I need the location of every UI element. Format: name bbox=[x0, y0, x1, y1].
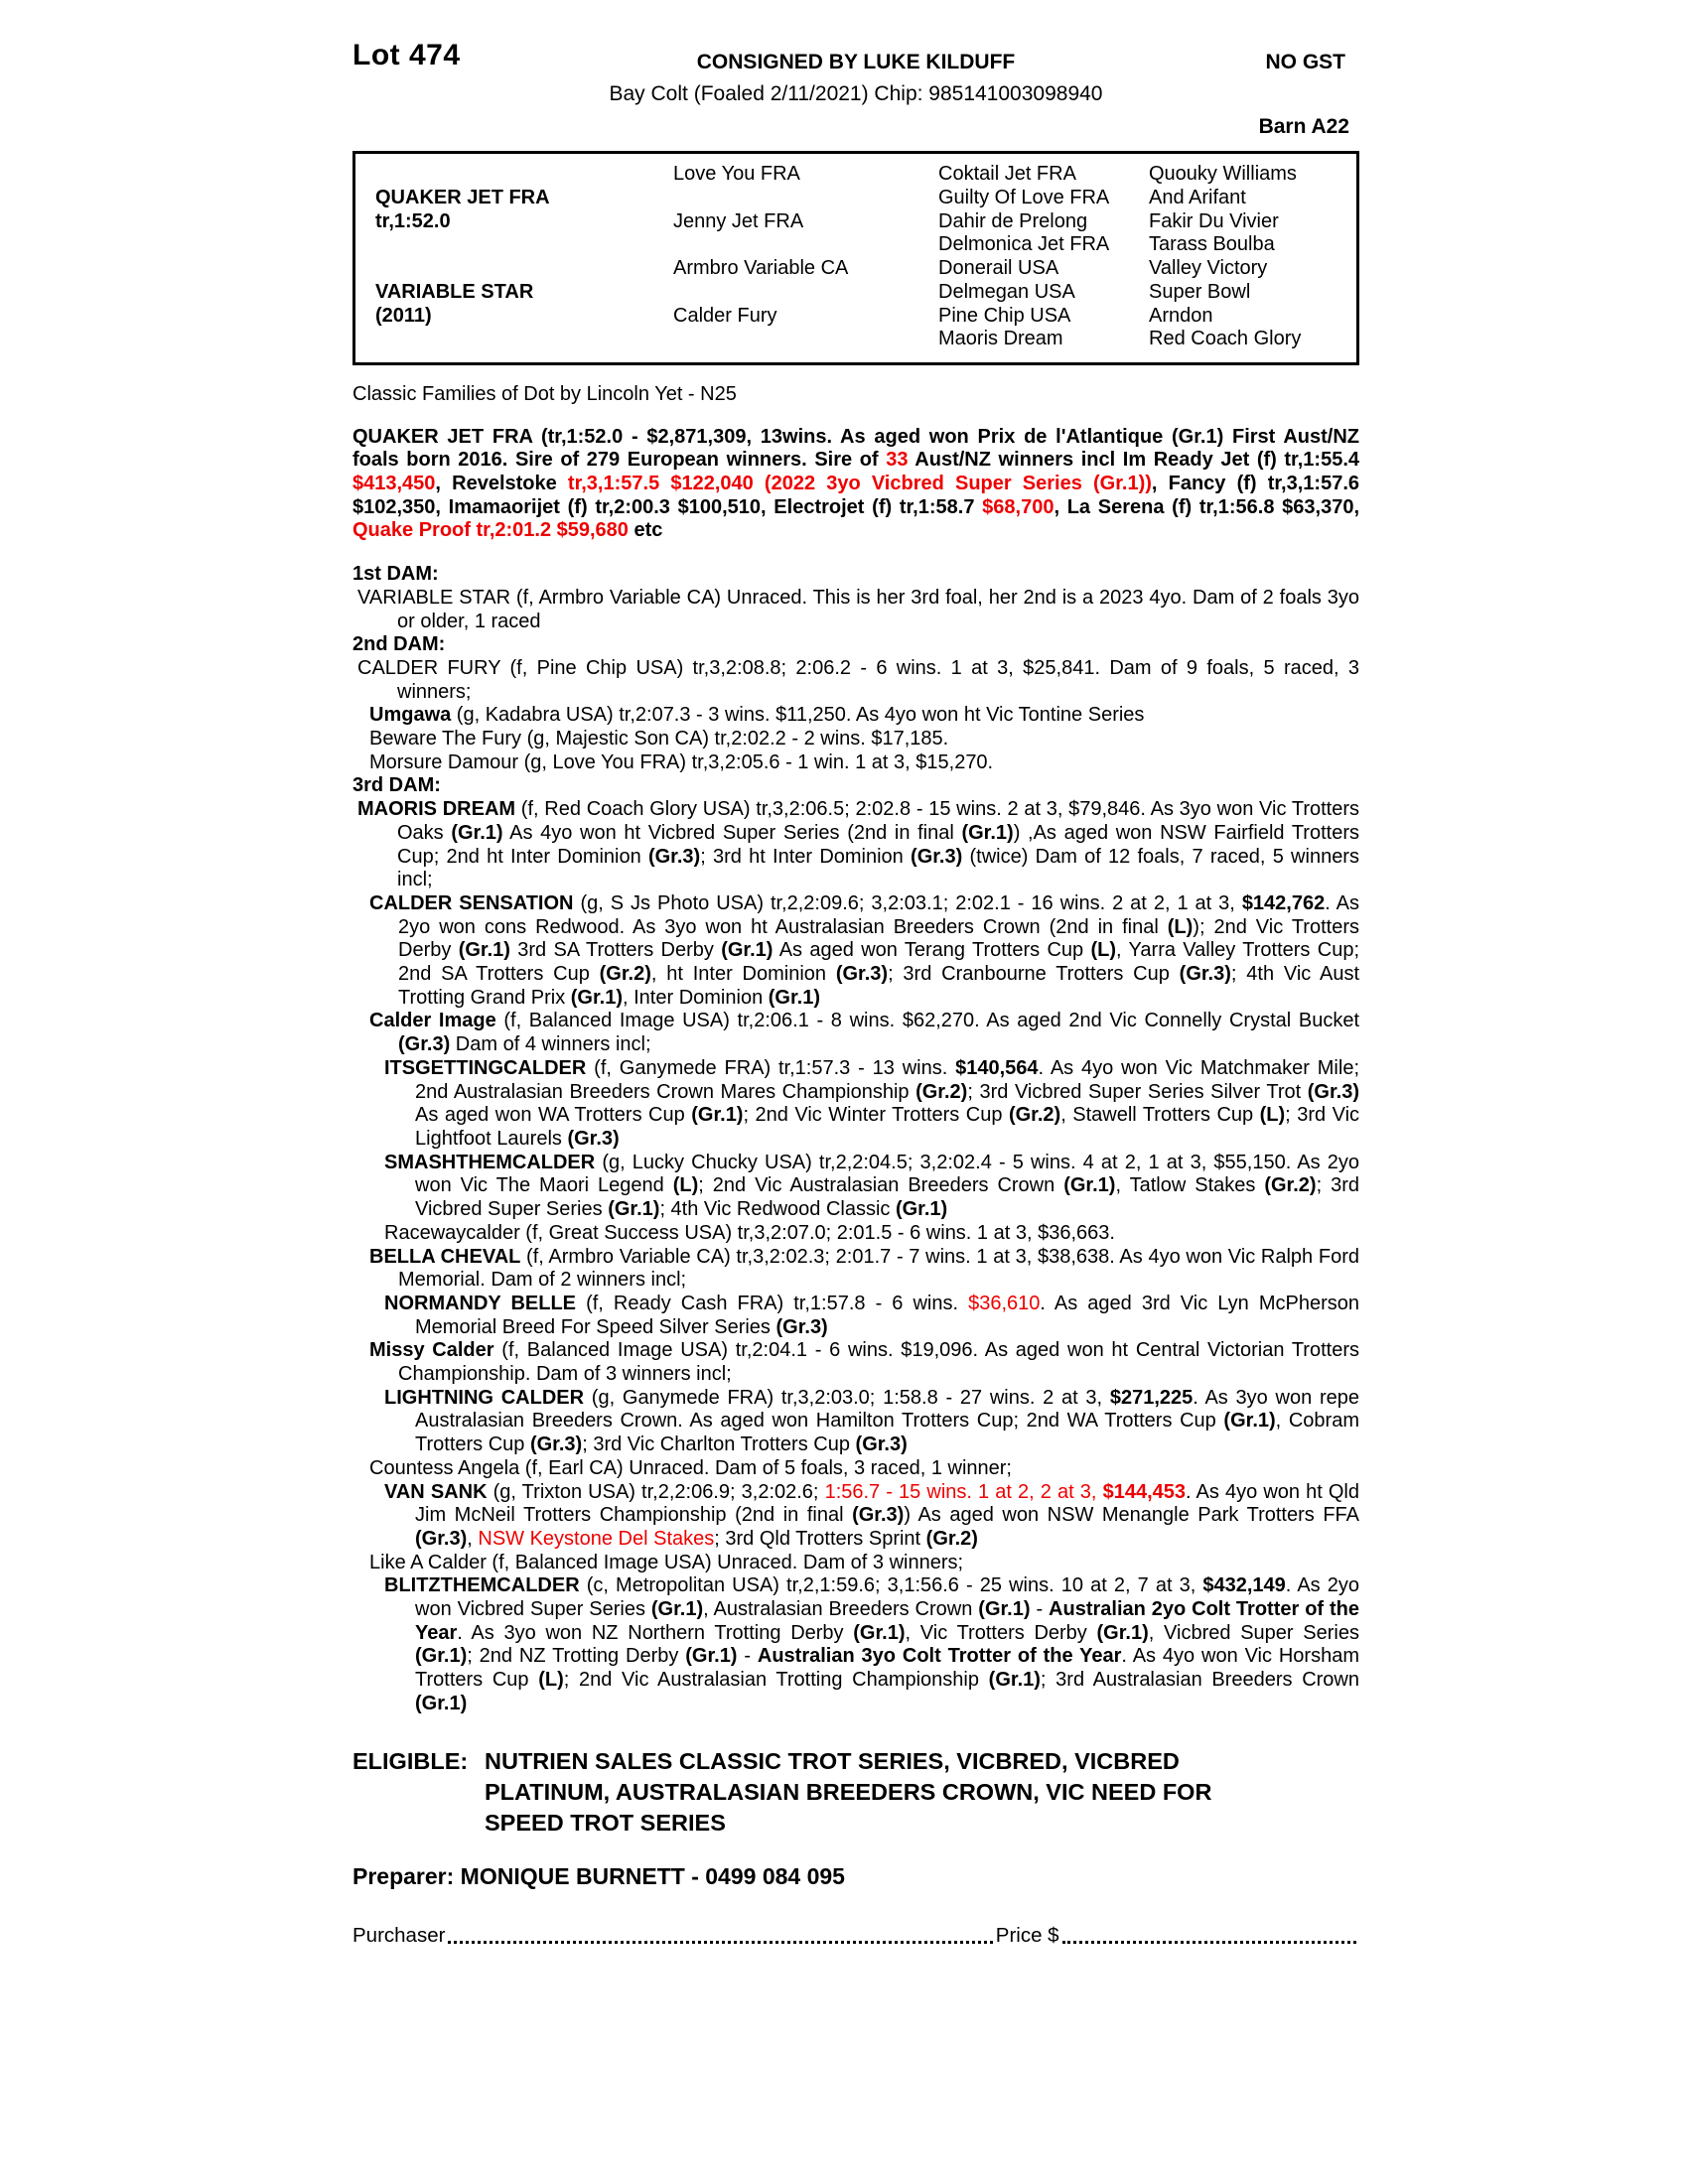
pedigree-cell-r4c3: Valley Victory bbox=[1149, 257, 1268, 280]
pedigree-cell-r1c3: And Arifant bbox=[1149, 187, 1246, 209]
entry-racewaycalder: Racewaycalder (f, Great Success USA) tr,3,2:07.0; 2:01.5 - 6 wins. 1 at 3, $36,663. bbox=[384, 1221, 1115, 1244]
pedigree-cell-r2c1: Jenny Jet FRA bbox=[673, 209, 804, 232]
gst-status: NO GST bbox=[1265, 51, 1345, 73]
horse-description: Bay Colt (Foaled 2/11/2021) Chip: 985141003098940 bbox=[609, 82, 1103, 105]
pedigree-cell-r2c0: tr,1:52.0 bbox=[375, 209, 451, 232]
lot-number: Lot 474 bbox=[352, 39, 461, 71]
entry-umgawa: Umgawa (g, Kadabra USA) tr,2:07.3 - 3 wins. $11,250. As 4yo won ht Vic Tontine Series bbox=[369, 704, 1145, 727]
eligible-line-1: NUTRIEN SALES CLASSIC TROT SERIES, VICBRED, VICBRED bbox=[485, 1747, 1180, 1774]
entry-van-sank: VAN SANK (g, Trixton USA) tr,2,2:06.9; 3,2:02.6; 1:56.7 - 15 wins. 1 at 2, 2 at 3, $144,453. As 4yo won ht Qld Jim McNeil Trotters Championship (2nd in final (Gr.3)) As aged won NSW Menangle Park Trotters FFA (Gr.3), NSW Keystone Del Stakes; 3rd Qld Trotters Sprint (Gr.2) bbox=[384, 1480, 1360, 1550]
pedigree-cell-r0c3: Quouky Williams bbox=[1149, 163, 1297, 186]
pedigree-cell-r3c1 bbox=[673, 233, 938, 257]
pedigree-cell-r7c3: Red Coach Glory bbox=[1149, 328, 1302, 350]
dam2-heading: 2nd DAM: bbox=[352, 633, 446, 656]
purchaser-blank bbox=[448, 1941, 992, 1944]
pedigree-cell-r0c0 bbox=[375, 163, 673, 187]
pedigree-cell-r0c2: Coktail Jet FRA bbox=[938, 163, 1076, 186]
pedigree-cell-r2c2: Dahir de Prelong bbox=[938, 209, 1088, 232]
pedigree-cell-r0c1: Love You FRA bbox=[673, 163, 800, 186]
purchaser-line bbox=[352, 1924, 1359, 1948]
pedigree-cell-r6c3: Arndon bbox=[1149, 304, 1213, 327]
entry-smashthemcalder: SMASHTHEMCALDER (g, Lucky Chucky USA) tr,2,2:04.5; 3,2:02.4 - 5 wins. 4 at 2, 1 at 3, $55,150. As 2yo won Vic The Maori Legend (L); 2nd Vic Australasian Breeders Crown (Gr.1), Tatlow Stakes (Gr.2); 3rd Vicbred Super Series (Gr.1); 4th Vic Redwood Classic (Gr.1) bbox=[384, 1151, 1359, 1221]
pedigree-cell-r5c0: VARIABLE STAR bbox=[375, 280, 534, 303]
entry-morsure-damour: Morsure Damour (g, Love You FRA) tr,3,2:05.6 - 1 win. 1 at 3, $15,270. bbox=[369, 751, 994, 773]
entry-countess-angela: Countess Angela (f, Earl CA) Unraced. Dam of 5 foals, 3 raced, 1 winner; bbox=[369, 1456, 1012, 1479]
pedigree-cell-r3c3: Tarass Boulba bbox=[1149, 233, 1275, 256]
consignor-title: CONSIGNED BY LUKE KILDUFF bbox=[696, 51, 1016, 73]
eligible-line-3: SPEED TROT SERIES bbox=[485, 1809, 726, 1836]
pedigree-cell-r1c0: QUAKER JET FRA bbox=[375, 187, 550, 209]
entry-itsgettingcalder: ITSGETTINGCALDER (f, Ganymede FRA) tr,1:57.3 - 13 wins. $140,564. As 4yo won Vic Matchmaker Mile; 2nd Australasian Breeders Crown Mares Championship (Gr.2); 3rd Vicbred Super Series Silver Trot (Gr.3) As aged won WA Trotters Cup (Gr.1); 2nd Vic Winter Trotters Cup (Gr.2), Stawell Trotters Cup (L); 3rd Vic Lightfoot Laurels (Gr.3) bbox=[384, 1056, 1360, 1150]
entry-missy-calder: Missy Calder (f, Balanced Image USA) tr,2:04.1 - 6 wins. $19,096. As aged won ht Central Victorian Trotters Championship. Dam of 3 winners incl; bbox=[369, 1339, 1359, 1386]
eligible-label: ELIGIBLE: bbox=[352, 1747, 469, 1774]
pedigree-cell-r1c1 bbox=[673, 187, 938, 210]
barn-number: Barn A22 bbox=[1258, 114, 1349, 138]
eligible-line-2: PLATINUM, AUSTRALASIAN BREEDERS CROWN, VIC NEED FOR bbox=[485, 1778, 1212, 1805]
dam3-heading: 3rd DAM: bbox=[352, 774, 441, 797]
pedigree-cell-r7c0 bbox=[375, 328, 673, 351]
pedigree-text-body bbox=[352, 426, 1359, 1716]
sire-summary-paragraph: QUAKER JET FRA (tr,1:52.0 - $2,871,309, 13wins. As aged won Prix de l'Atlantique (Gr.1) First Aust/NZ foals born 2016. Sire of 279 European winners. Sire of 33 Aust/NZ winners incl Im Ready Jet (f) tr,1:55.4 $413,450, Revelstoke tr,3,1:57.5 $122,040 (2022 3yo Vicbred Super Series (Gr.1)), Fancy (f) tr,3,1:57.6 $102,350, Imamaorijet (f) tr,2:00.3 $100,510, Electrojet (f) tr,1:58.7 $68,700, La Serena (f) tr,1:56.8 $63,370, Quake Proof tr,2:01.2 $59,680 etc bbox=[352, 425, 1360, 542]
pedigree-cell-r3c0 bbox=[375, 233, 673, 257]
price-blank bbox=[1062, 1941, 1356, 1944]
pedigree-cell-r4c2: Donerail USA bbox=[938, 257, 1059, 280]
entry-bella-cheval: BELLA CHEVAL (f, Armbro Variable CA) tr,3,2:02.3; 2:01.7 - 7 wins. 1 at 3, $38,638. As 4yo won Vic Ralph Ford Memorial. Dam of 2 winners incl; bbox=[369, 1245, 1359, 1292]
family-note: Classic Families of Dot by Lincoln Yet - N25 bbox=[352, 382, 737, 405]
pedigree-cell-r5c2: Delmegan USA bbox=[938, 280, 1075, 303]
eligibility-section bbox=[352, 1746, 1359, 1839]
eligible-lines bbox=[485, 1746, 1211, 1839]
pedigree-cell-r6c2: Pine Chip USA bbox=[938, 304, 1071, 327]
pedigree-cell-r7c2: Maoris Dream bbox=[938, 328, 1063, 350]
price-label: Price $ bbox=[995, 1924, 1059, 1948]
pedigree-cell-r5c3: Super Bowl bbox=[1149, 280, 1251, 303]
pedigree-cell-r6c1: Calder Fury bbox=[673, 304, 777, 327]
pedigree-cell-r4c0 bbox=[375, 257, 673, 281]
purchaser-label: Purchaser bbox=[352, 1924, 446, 1948]
pedigree-cell-r3c2: Delmonica Jet FRA bbox=[938, 233, 1110, 256]
pedigree-table bbox=[352, 151, 1359, 365]
pedigree-cell-r2c3: Fakir Du Vivier bbox=[1149, 209, 1279, 232]
catalog-page bbox=[352, 39, 1360, 1948]
pedigree-cell-r6c0: (2011) bbox=[375, 304, 432, 327]
entry-normandy-belle: NORMANDY BELLE (f, Ready Cash FRA) tr,1:57.8 - 6 wins. $36,610. As aged 3rd Vic Lyn McPherson Memorial Breed For Speed Silver Series (Gr.3) bbox=[384, 1292, 1359, 1338]
entry-calder-image: Calder Image (f, Balanced Image USA) tr,2:06.1 - 8 wins. $62,270. As aged 2nd Vic Connelly Crystal Bucket (Gr.3) Dam of 4 winners incl; bbox=[369, 1010, 1360, 1056]
entry-calder-fury: CALDER FURY (f, Pine Chip USA) tr,3,2:08.8; 2:06.2 - 6 wins. 1 at 3, $25,841. Dam of 9 foals, 5 raced, 3 winners; bbox=[357, 656, 1359, 703]
page-header bbox=[352, 39, 1359, 79]
entry-lightning-calder: LIGHTNING CALDER (g, Ganymede FRA) tr,3,2:03.0; 1:58.8 - 27 wins. 2 at 3, $271,225. As 3yo won repe Australasian Breeders Crown. As aged won Hamilton Trotters Cup; 2nd WA Trotters Cup (Gr.1), Cobram Trotters Cup (Gr.3); 3rd Vic Charlton Trotters Cup (Gr.3) bbox=[384, 1386, 1359, 1456]
entry-like-a-calder: Like A Calder (f, Balanced Image USA) Unraced. Dam of 3 winners; bbox=[369, 1551, 964, 1573]
pedigree-cell-r5c1 bbox=[673, 281, 938, 305]
dam1-heading: 1st DAM: bbox=[352, 563, 439, 586]
pedigree-cell-r1c2: Guilty Of Love FRA bbox=[938, 187, 1110, 209]
preparer-line: Preparer: MONIQUE BURNETT - 0499 084 095 bbox=[352, 1862, 845, 1889]
entry-variable-star: VARIABLE STAR (f, Armbro Variable CA) Unraced. This is her 3rd foal, her 2nd is a 2023 4yo. Dam of 2 foals 3yo or older, 1 raced bbox=[357, 586, 1359, 632]
entry-blitzthemcalder: BLITZTHEMCALDER (c, Metropolitan USA) tr,2,1:59.6; 3,1:56.6 - 25 wins. 10 at 2, 7 at 3, $432,149. As 2yo won Vicbred Super Series (Gr.1), Australasian Breeders Crown (Gr.1) - Australian 2yo Colt Trotter of the Year. As 3yo won NZ Northern Trotting Derby (Gr.1), Vic Trotters Derby (Gr.1), Vicbred Super Series (Gr.1); 2nd NZ Trotting Derby (Gr.1) - Australian 3yo Colt Trotter of the Year. As 4yo won Vic Horsham Trotters Cup (L); 2nd Vic Australasian Trotting Championship (Gr.1); 3rd Australasian Breeders Crown (Gr.1) bbox=[384, 1574, 1360, 1714]
entry-maoris-dream: MAORIS DREAM (f, Red Coach Glory USA) tr,3,2:06.5; 2:02.8 - 15 wins. 2 at 3, $79,846. As 3yo won Vic Trotters Oaks (Gr.1) As 4yo won ht Vicbred Super Series (2nd in final (Gr.1)) ,As aged won NSW Fairfield Trotters Cup; 2nd ht Inter Dominion (Gr.3); 3rd ht Inter Dominion (Gr.3) (twice) Dam of 12 foals, 7 raced, 5 winners incl; bbox=[357, 798, 1359, 891]
entry-calder-sensation: CALDER SENSATION (g, S Js Photo USA) tr,2,2:09.6; 3,2:03.1; 2:02.1 - 16 wins. 2 at 2, 1 at 3, $142,762. As 2yo won cons Redwood. As 3yo won ht Australasian Breeders Crown (2nd in final (L)); 2nd Vic Trotters Derby (Gr.1) 3rd SA Trotters Derby (Gr.1) As aged won Terang Trotters Cup (L), Yarra Valley Trotters Cup; 2nd SA Trotters Cup (Gr.2), ht Inter Dominion (Gr.3); 3rd Cranbourne Trotters Cup (Gr.3); 4th Vic Aust Trotting Grand Prix (Gr.1), Inter Dominion (Gr.1) bbox=[369, 891, 1360, 1009]
pedigree-cell-r4c1: Armbro Variable CA bbox=[673, 257, 849, 280]
pedigree-cell-r7c1 bbox=[673, 328, 938, 351]
entry-beware-the-fury: Beware The Fury (g, Majestic Son CA) tr,2:02.2 - 2 wins. $17,185. bbox=[369, 728, 949, 751]
